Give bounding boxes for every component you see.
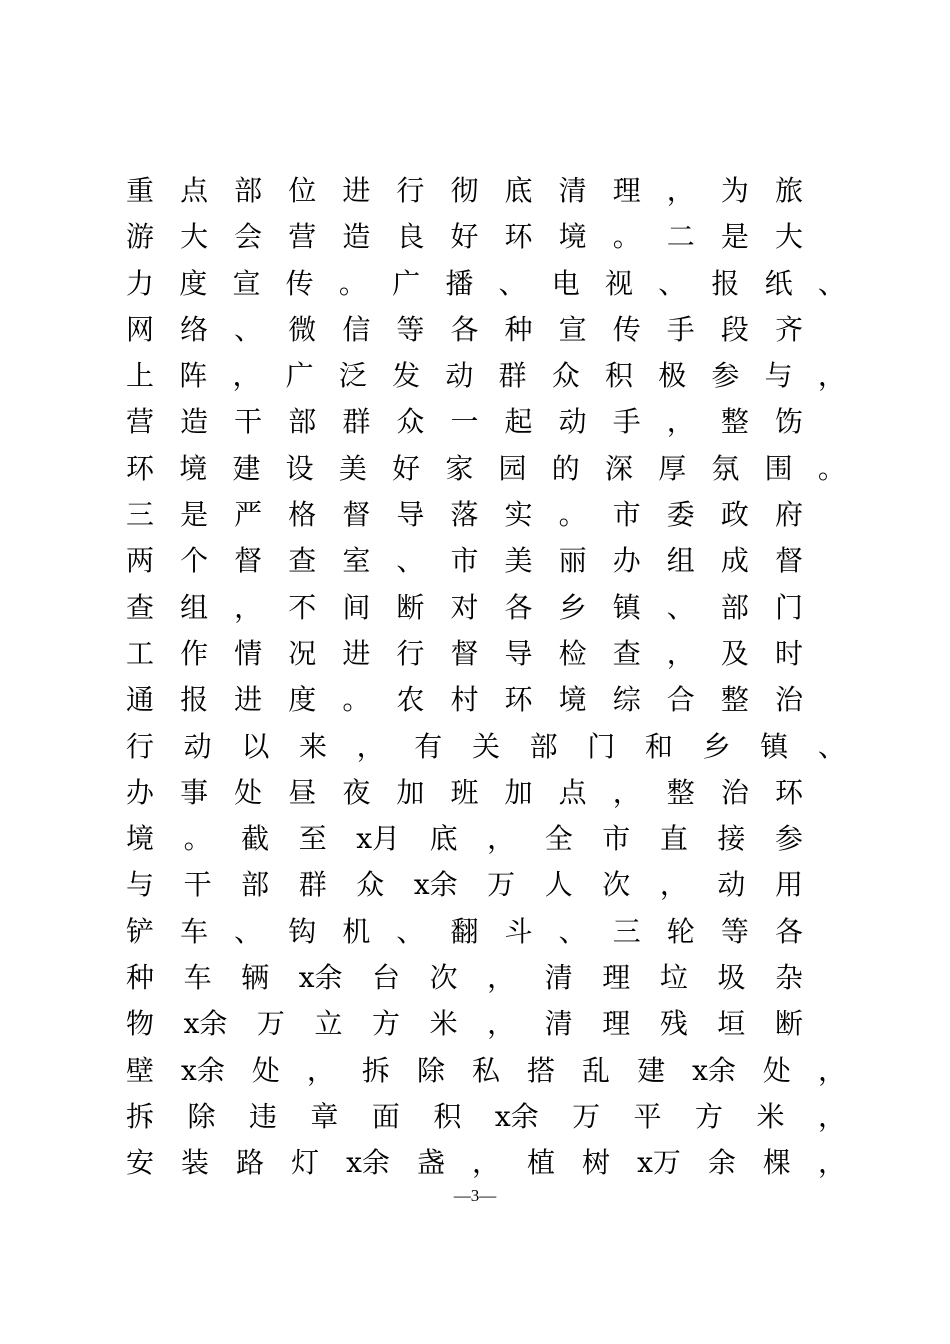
text-line: 营 造 干 部 群 众 一 起 动 手 ， 整 饬: [126, 405, 803, 439]
text-line: 壁 x余 处 ， 拆 除 私 搭 乱 建 x余 处 ，: [126, 1053, 846, 1087]
text-line: 环 境 建 设 美 好 家 园 的 深 厚 氛 围 。: [126, 451, 846, 485]
text-line: 力 度 宣 传 。 广 播 、 电 视 、 报 纸 、: [126, 266, 846, 300]
text-line: 物 x余 万 立 方 米 ， 清 理 残 垣 断: [126, 1007, 803, 1041]
text-line: 通 报 进 度 。 农 村 环 境 综 合 整 治: [126, 683, 803, 717]
text-line: 工 作 情 况 进 行 督 导 检 查 ， 及 时: [126, 636, 803, 670]
text-line: 游 大 会 营 造 良 好 环 境 。 二 是 大: [126, 220, 803, 254]
text-line: 安 装 路 灯 x余 盏 ， 植 树 x万 余 棵 ，: [126, 1146, 846, 1180]
text-line: 重 点 部 位 进 行 彻 底 清 理 ， 为 旅: [126, 174, 803, 207]
text-line: 两 个 督 查 室 、 市 美 丽 办 组 成 督: [126, 544, 803, 578]
text-line: 种 车 辆 x余 台 次 ， 清 理 垃 圾 杂: [126, 961, 803, 995]
document-body: [126, 168, 846, 1187]
text-line: 铲 车 、 钩 机 、 翻 斗 、 三 轮 等 各: [126, 914, 803, 948]
text-line: 办 事 处 昼 夜 加 班 加 点 ， 整 治 环: [126, 775, 803, 809]
page-number: —3—: [453, 1186, 497, 1205]
text-line: 行 动 以 来 ， 有 关 部 门 和 乡 镇 、: [126, 729, 846, 763]
text-line: 拆 除 违 章 面 积 x余 万 平 方 米 ，: [126, 1099, 846, 1133]
text-line: 境 。 截 至 x月 底 ， 全 市 直 接 参: [126, 822, 803, 856]
text-line: 与 干 部 群 众 x余 万 人 次 ， 动 用: [126, 868, 803, 902]
text-line: 上 阵 ， 广 泛 发 动 群 众 积 极 参 与 ，: [126, 359, 846, 393]
text-line: 查 组 ， 不 间 断 对 各 乡 镇 、 部 门: [126, 590, 803, 624]
text-line: 三 是 严 格 督 导 落 实 。 市 委 政 府: [126, 498, 803, 532]
text-line: 网 络 、 微 信 等 各 种 宣 传 手 段 齐: [126, 312, 803, 346]
